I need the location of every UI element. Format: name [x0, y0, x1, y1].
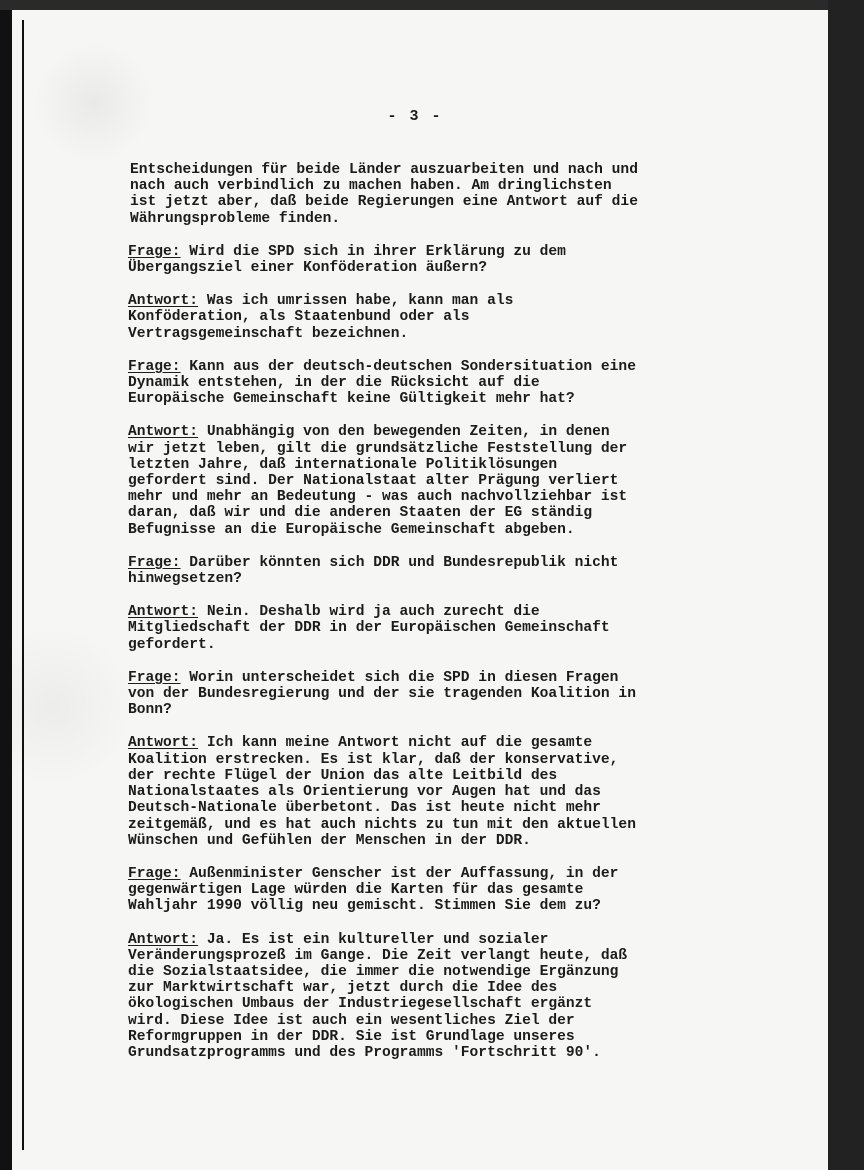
answer-paragraph: [128, 735, 708, 848]
answer-paragraph: [128, 293, 708, 342]
text-line: [128, 768, 708, 784]
line-text: gefordert.: [128, 636, 216, 653]
text-line: [128, 326, 708, 342]
line-text: Entscheidungen für beide Länder auszuarbeiten und nach und: [130, 162, 638, 178]
text-line: [128, 1013, 708, 1029]
line-text: Deutsch-Nationale überbetont. Das ist heute nicht mehr: [128, 800, 601, 817]
line-text: Wahljahr 1990 völlig neu gemischt. Stimmen Sie dem zu?: [128, 898, 601, 915]
text-line: [130, 178, 708, 194]
line-text: Darüber könnten sich DDR und Bundesrepublik nicht: [180, 554, 619, 571]
text-line: [128, 980, 708, 996]
text-line: [128, 882, 708, 898]
line-text: Befugnisse an die Europäische Gemeinschaft abgeben.: [128, 521, 575, 538]
line-text: Europäische Gemeinschaft keine Gültigkeit mehr hat?: [128, 391, 575, 408]
line-text: Worin unterscheidet sich die SPD in diesen Fragen: [180, 669, 619, 686]
line-text: von der Bundesregierung und der sie tragenden Koalition in: [128, 686, 636, 703]
line-text: Reformgruppen in der DDR. Sie ist Grundlage unseres: [128, 1028, 575, 1045]
text-line: [128, 555, 708, 571]
text-line: [128, 309, 708, 325]
question-label: Frage:: [128, 243, 181, 260]
line-text: gefordert sind. Der Nationalstaat alter Prägung verliert: [128, 473, 619, 490]
line-text: gegenwärtigen Lage würden die Karten für das gesamte: [128, 882, 584, 899]
text-line: [128, 752, 708, 768]
question-label: Frage:: [128, 358, 181, 375]
text-line: [130, 194, 708, 210]
line-text: ökologischen Umbaus der Industriegesellschaft ergänzt: [128, 996, 593, 1013]
line-text: der rechte Flügel der Union das alte Leitbild des: [128, 767, 558, 784]
line-text: Außenminister Genscher ist der Auffassung, in der: [180, 865, 619, 882]
line-text: Grundsatzprogramms und des Programms 'Fortschritt 90'.: [128, 1044, 601, 1061]
text-line: [130, 211, 708, 227]
line-text: Koalition erstrecken. Es ist klar, daß der konservative,: [128, 751, 619, 768]
question-label: Frage:: [128, 554, 181, 571]
scan-top-strip: [0, 0, 864, 10]
line-text: die Sozialstaatsidee, die immer die notwendige Ergänzung: [128, 963, 619, 980]
text-line: [128, 473, 708, 489]
text-line: [128, 244, 708, 260]
text-line: [128, 571, 708, 587]
line-text: Übergangsziel einer Konföderation äußern?: [128, 260, 488, 277]
text-line: [128, 964, 708, 980]
text-line: [128, 359, 708, 375]
answer-label: Antwort:: [128, 424, 199, 441]
text-line: [128, 457, 708, 473]
text-line: [128, 391, 708, 407]
text-line: [128, 702, 708, 718]
line-text: hinwegsetzen?: [128, 571, 242, 588]
answer-paragraph: [128, 424, 708, 537]
text-line: [130, 162, 708, 178]
question-paragraph: [128, 359, 708, 408]
question-paragraph: [128, 555, 708, 587]
answer-paragraph: [128, 932, 708, 1062]
question-paragraph: [128, 244, 708, 276]
line-text: Vertragsgemeinschaft bezeichnen.: [128, 325, 409, 342]
line-text: mehr und mehr an Bedeutung - was auch nachvollziehbar ist: [128, 489, 628, 506]
line-text: Wird die SPD sich in ihrer Erklärung zu dem: [180, 243, 566, 260]
text-line: [128, 489, 708, 505]
page-number: - 3 -: [387, 108, 443, 125]
answer-paragraph: [128, 604, 708, 653]
text-line: [128, 948, 708, 964]
text-line: [128, 735, 708, 751]
line-text: ist jetzt aber, daß beide Regierungen eine Antwort auf die: [130, 194, 638, 211]
text-line: [128, 604, 708, 620]
line-text: Bonn?: [128, 702, 172, 719]
text-line: [128, 505, 708, 521]
line-text: Nein. Deshalb wird ja auch zurecht die: [198, 604, 540, 621]
text-line: [128, 637, 708, 653]
question-paragraph: [128, 866, 708, 915]
line-text: Nationalstaates als Orientierung vor Augen hat und das: [128, 784, 601, 801]
text-line: [128, 522, 708, 538]
question-label: Frage:: [128, 865, 181, 882]
line-text: Veränderungsprozeß im Gange. Die Zeit verlangt heute, daß: [128, 947, 628, 964]
line-text: Dynamik entstehen, in der die Rücksicht auf die: [128, 375, 540, 392]
line-text: nach auch verbindlich zu machen haben. Am dringlichsten: [130, 178, 612, 195]
line-text: zeitgemäß, und es hat auch nichts zu tun mit den aktuellen: [128, 816, 636, 833]
document-body: [128, 162, 708, 1078]
line-text: Wünschen und Gefühlen der Menschen in der DDR.: [128, 832, 531, 849]
answer-label: Antwort:: [128, 735, 199, 752]
answer-label: Antwort:: [128, 604, 199, 621]
left-margin-rule: [22, 20, 24, 1150]
text-line: [128, 441, 708, 457]
scan-right-edge: [828, 0, 864, 1170]
text-line: [128, 293, 708, 309]
line-text: wir jetzt leben, gilt die grundsätzliche Feststellung der: [128, 440, 628, 457]
text-line: [128, 1045, 708, 1061]
text-line: [128, 866, 708, 882]
text-line: [128, 670, 708, 686]
line-text: Ich kann meine Antwort nicht auf die gesamte: [198, 735, 593, 752]
line-text: daran, daß wir und die anderen Staaten der EG ständig: [128, 505, 593, 522]
line-text: Kann aus der deutsch-deutschen Sondersituation eine: [180, 358, 636, 375]
text-line: [128, 800, 708, 816]
line-text: letzten Jahre, daß internationale Politiklösungen: [128, 456, 558, 473]
continuation-paragraph: [130, 162, 708, 227]
question-paragraph: [128, 670, 708, 719]
line-text: Mitgliedschaft der DDR in der Europäischen Gemeinschaft: [128, 620, 610, 637]
text-line: [128, 932, 708, 948]
line-text: Ja. Es ist ein kultureller und sozialer: [198, 931, 549, 948]
line-text: zur Marktwirtschaft war, jetzt durch die Idee des: [128, 980, 558, 997]
text-line: [128, 898, 708, 914]
text-line: [128, 784, 708, 800]
line-text: Konföderation, als Staatenbund oder als: [128, 309, 470, 326]
line-text: Unabhängig von den bewegenden Zeiten, in denen: [198, 424, 610, 441]
text-line: [128, 686, 708, 702]
answer-label: Antwort:: [128, 293, 199, 310]
text-line: [128, 375, 708, 391]
text-line: [128, 620, 708, 636]
text-line: [128, 833, 708, 849]
answer-label: Antwort:: [128, 931, 199, 948]
line-text: Währungsprobleme finden.: [130, 210, 341, 227]
text-line: [128, 996, 708, 1012]
question-label: Frage:: [128, 669, 181, 686]
line-text: Was ich umrissen habe, kann man als: [198, 293, 514, 310]
text-line: [128, 1029, 708, 1045]
text-line: [128, 817, 708, 833]
text-line: [128, 260, 708, 276]
text-line: [128, 424, 708, 440]
line-text: wird. Diese Idee ist auch ein wesentliches Ziel der: [128, 1012, 575, 1029]
